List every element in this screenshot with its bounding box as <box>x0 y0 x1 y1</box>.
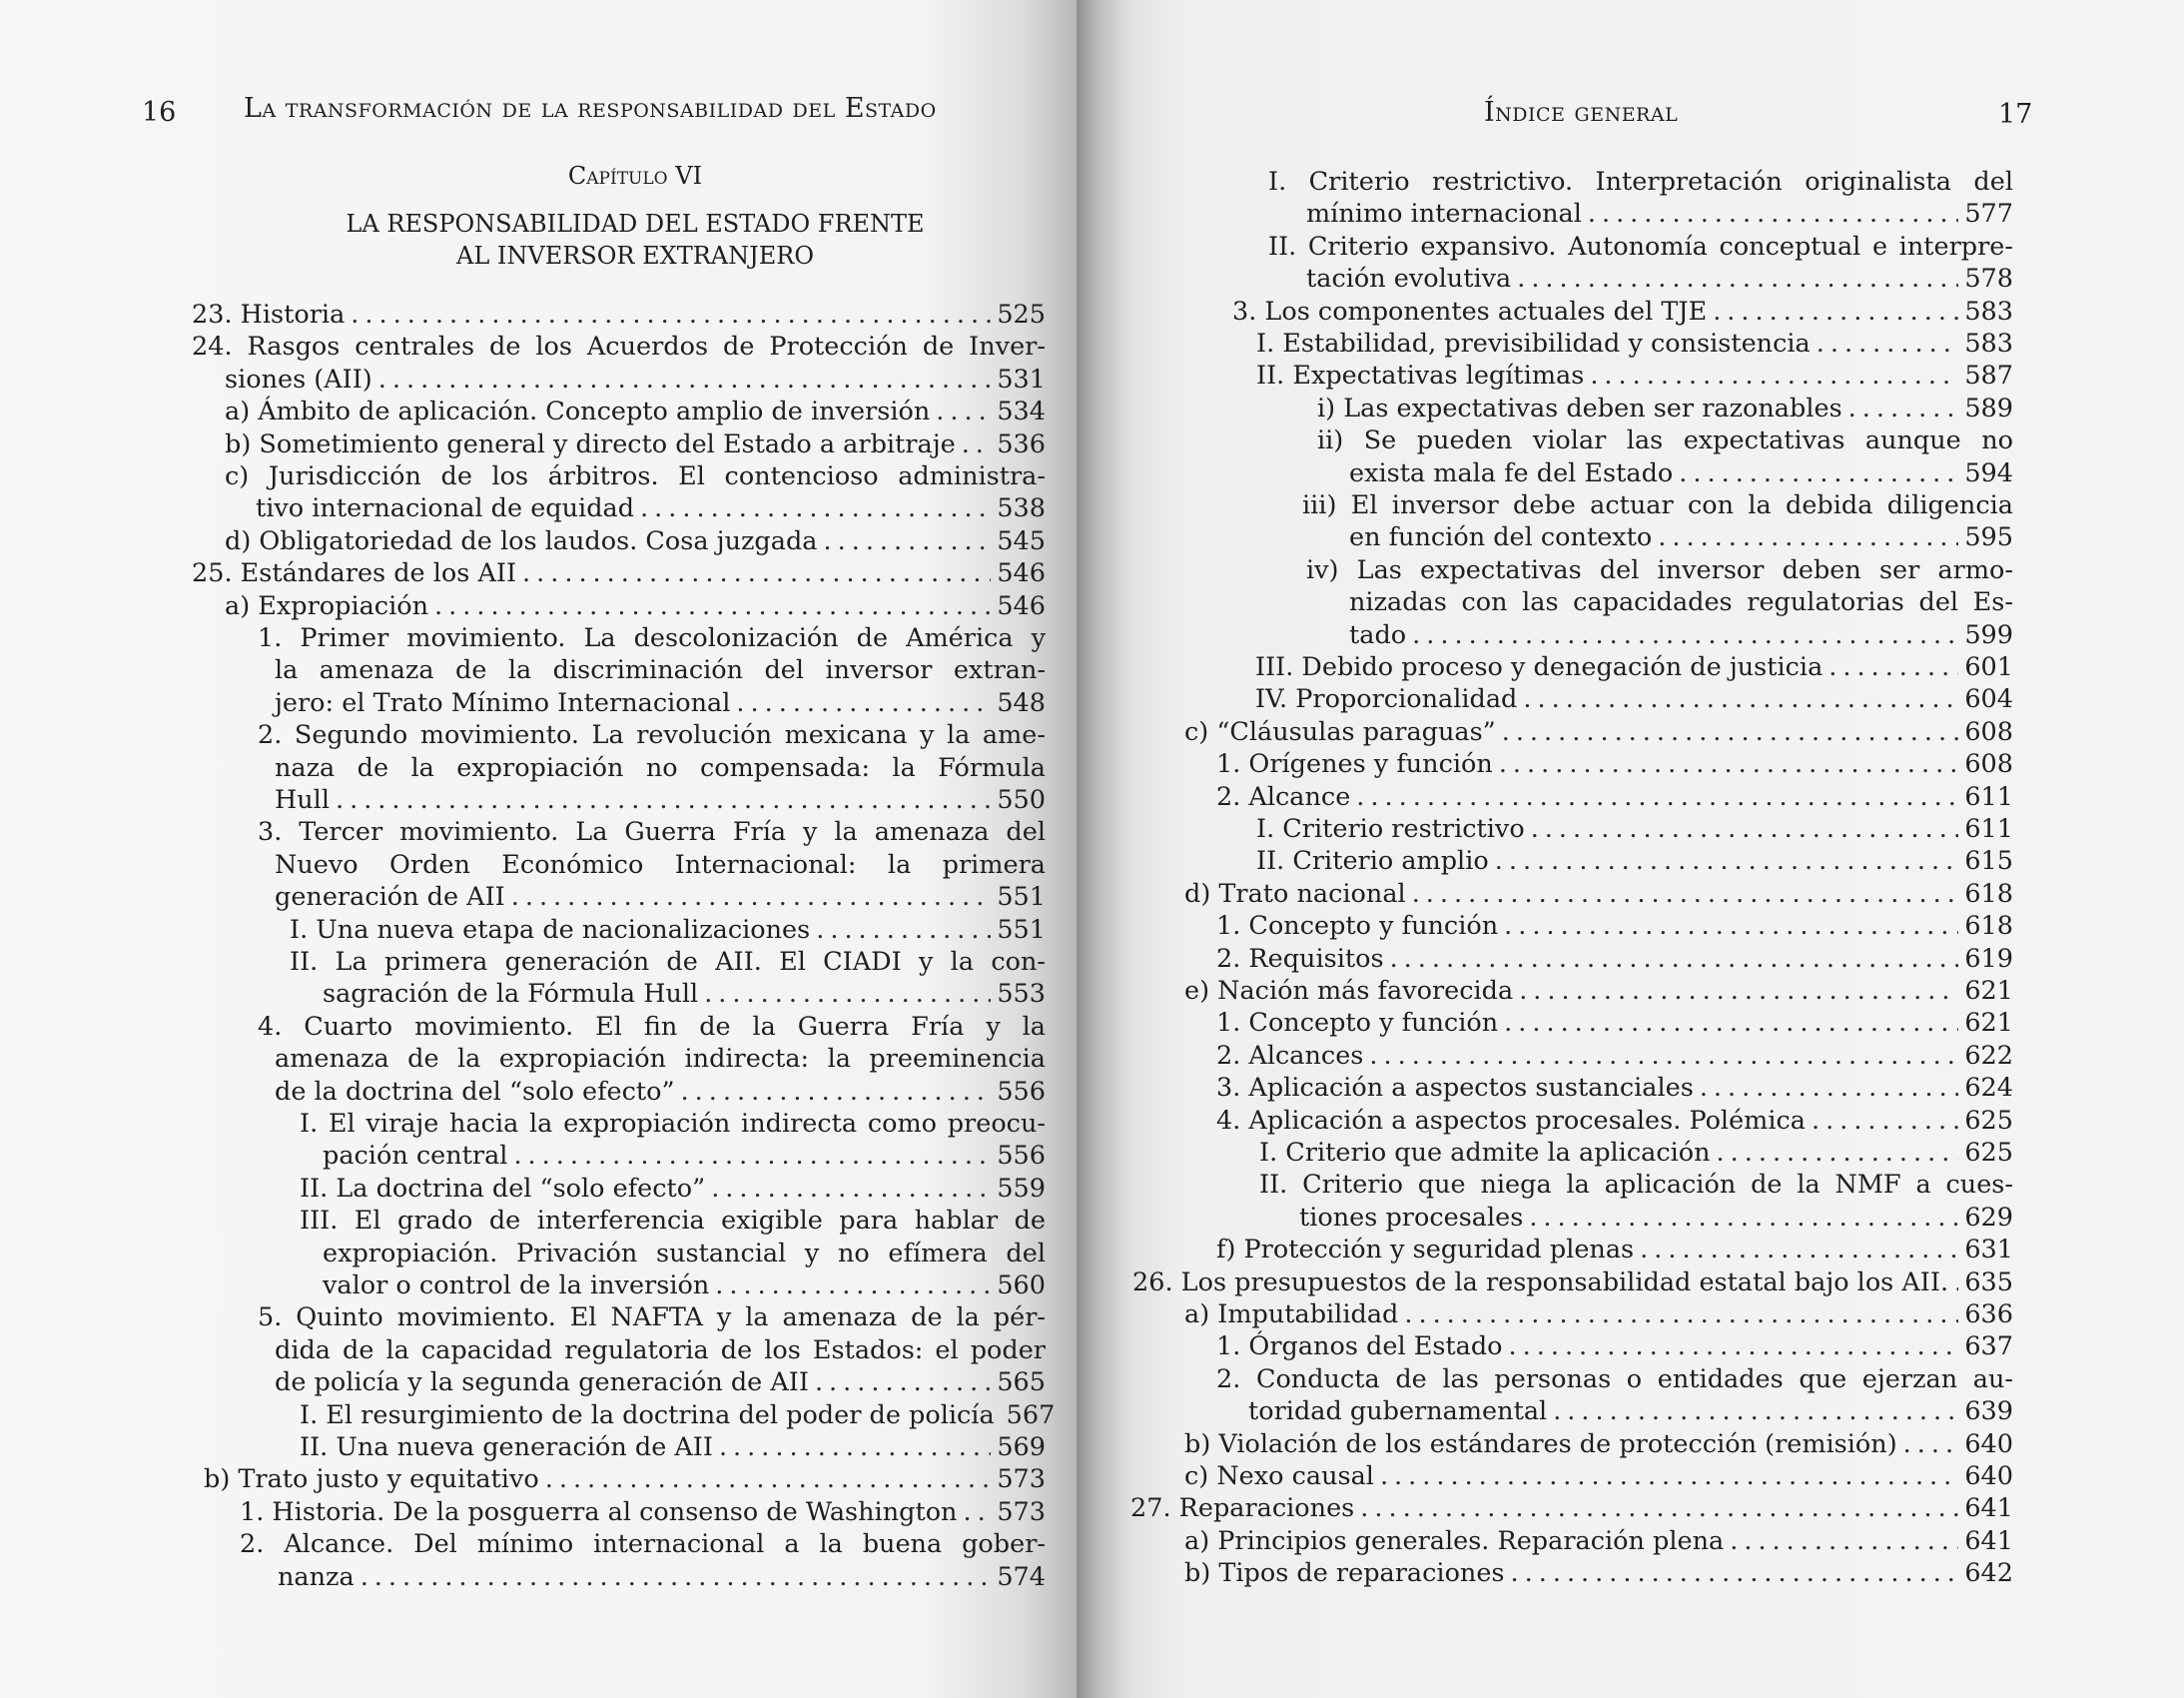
toc-entry <box>300 1173 1046 1206</box>
toc-entry-title: a) Expropiación <box>225 590 429 621</box>
toc-entry <box>323 978 1046 1011</box>
toc-entry-line: 2. Alcance. Del mínimo internacional a la buena gober- <box>240 1529 1046 1560</box>
toc-entry-title: tado <box>1349 619 1407 650</box>
toc-page-number: 536 <box>997 428 1046 459</box>
toc-entry-title: II. Criterio amplio <box>1256 846 1489 877</box>
toc-entry-title: 4. Aplicación a aspectos procesales. Polémica <box>1216 1105 1806 1136</box>
toc-page-number: 619 <box>1964 943 2013 974</box>
toc-page-number: 608 <box>1964 716 2013 747</box>
toc-entry-title: sagración de la Fórmula Hull <box>323 979 699 1010</box>
dot-leader <box>513 1140 991 1173</box>
toc-entry-line: c) Jurisdicción de los árbitros. El contencioso administra- <box>225 461 1046 491</box>
toc-page-number: 531 <box>997 364 1046 395</box>
toc-entry <box>1184 1298 2013 1331</box>
toc-entry <box>1349 457 2013 490</box>
toc-page-number: 608 <box>1964 749 2013 780</box>
toc-entry-title: toridad gubernamental <box>1248 1396 1548 1427</box>
toc-entry <box>1216 748 2013 781</box>
toc-entry <box>1317 393 2013 425</box>
dot-leader <box>681 1076 992 1109</box>
toc-page-number: 640 <box>1964 1461 2013 1491</box>
toc-page-number: 559 <box>997 1173 1046 1204</box>
toc-entry <box>1184 1557 2013 1590</box>
toc-entry-line: III. El grado de interferencia exigible para hablar de <box>300 1206 1046 1237</box>
toc-entry <box>1184 1525 2013 1558</box>
toc-entry-line: iii) El inversor debe actuar con la debida diligencia <box>1302 490 2013 520</box>
toc-page-number: 601 <box>1964 652 2013 682</box>
toc-page-number: 624 <box>1964 1073 2013 1104</box>
left-page <box>0 0 1077 1698</box>
toc-page-number: 589 <box>1964 393 2013 424</box>
toc-entry-title: tación evolutiva <box>1306 264 1512 295</box>
toc-entry <box>1255 651 2013 684</box>
toc-entry <box>1216 943 2013 976</box>
dot-leader <box>1360 1492 1958 1525</box>
toc-entry <box>275 881 1046 914</box>
toc-page-number: 621 <box>1964 1008 2013 1039</box>
dot-leader <box>1529 1202 1958 1235</box>
toc-entry-title: 26. Los presupuestos de la responsabilidad estatal bajo los AII. <box>1132 1267 1949 1297</box>
toc-entry <box>1216 1234 2013 1267</box>
dot-leader <box>816 914 991 947</box>
toc-entry-title: 25. Estándares de los AII <box>192 558 517 589</box>
toc-page-number: 637 <box>1964 1331 2013 1362</box>
dot-leader <box>962 428 992 461</box>
dot-leader <box>824 525 992 558</box>
dot-leader <box>1588 198 1958 231</box>
dot-leader <box>1717 1137 1959 1170</box>
toc-page-number: 622 <box>1964 1040 2013 1071</box>
toc-entry-line: nizadas con las capacidades regulatorias del Es- <box>1349 587 2013 618</box>
dot-leader <box>1504 910 1958 943</box>
toc-page-number: 573 <box>997 1464 1046 1495</box>
toc-entry-title: d) Obligatoriedad de los laudos. Cosa juzgada <box>225 525 818 556</box>
toc-entry-line: 2. Conducta de las personas o entidades que ejerzan au- <box>1216 1363 2013 1394</box>
toc-page-number: 553 <box>997 979 1046 1010</box>
toc-page-number: 631 <box>1964 1235 2013 1266</box>
dot-leader <box>1713 296 1958 329</box>
toc-entry-title: pación central <box>323 1141 508 1172</box>
toc-entry-title: a) Imputabilidad <box>1184 1299 1399 1329</box>
toc-entry-title: tiones procesales <box>1299 1202 1524 1233</box>
toc-entry-line: II. Criterio expansivo. Autonomía conceptual e interpre- <box>1268 231 2013 262</box>
toc-page-number: 565 <box>997 1367 1046 1398</box>
toc-entry <box>1216 1105 2013 1138</box>
toc-entry-title: 2. Requisitos <box>1216 943 1384 974</box>
toc-entry-title: c) Nexo causal <box>1184 1461 1374 1491</box>
toc-entry-line: 24. Rasgos centrales de los Acuerdos de Protección de Inver- <box>192 332 1046 363</box>
dot-leader <box>640 492 991 525</box>
toc-entry-title: c) “Cláusulas paraguas” <box>1184 716 1496 747</box>
dot-leader <box>1412 619 1958 652</box>
dot-leader <box>1590 360 1958 393</box>
toc-entry-line: amenaza de la expropiación indirecta: la preeminencia <box>275 1044 1046 1075</box>
toc-entry-title: b) Violación de los estándares de protección (remisión) <box>1184 1428 1897 1459</box>
toc-entry <box>323 1140 1046 1173</box>
toc-page-number: 583 <box>1964 296 2013 327</box>
toc-entry-title: IV. Proporcionalidad <box>1255 684 1518 715</box>
toc-entry-title: 2. Alcances <box>1216 1040 1364 1071</box>
dot-leader <box>704 978 991 1011</box>
dot-leader <box>1730 1525 1958 1558</box>
toc-page-number: 629 <box>1964 1202 2013 1233</box>
toc-entry <box>1256 360 2013 393</box>
toc-entry-line: naza de la expropiación no compensada: la Fórmula <box>275 752 1046 783</box>
toc-page-number: 560 <box>997 1271 1046 1300</box>
toc-entry-title: II. Una nueva generación de AII <box>300 1432 713 1462</box>
dot-leader <box>434 590 991 623</box>
dot-leader <box>1404 1298 1958 1331</box>
toc-entry <box>1184 975 2013 1008</box>
toc-entry-line: 5. Quinto movimiento. El NAFTA y la amenaza de la pér- <box>258 1302 1046 1333</box>
dot-leader <box>1848 393 1959 425</box>
dot-leader <box>522 557 991 590</box>
toc-entry-line: la amenaza de la discriminación del inversor extran- <box>275 655 1046 686</box>
toc-entry <box>1216 1007 2013 1040</box>
dot-leader <box>1390 943 1959 976</box>
toc-entry-title: siones (AII) <box>225 364 372 395</box>
dot-leader <box>1903 1428 1959 1461</box>
toc-entry <box>1255 683 2013 716</box>
toc-entry-line: 2. Segundo movimiento. La revolución mexicana y la ame- <box>258 720 1046 751</box>
toc-entry <box>1232 296 2013 329</box>
toc-entry-title: generación de AII <box>275 882 505 913</box>
toc-page-number: 621 <box>1964 976 2013 1006</box>
toc-entry <box>204 1463 1046 1496</box>
toc-entry-title: de policía y la segunda generación de AII <box>275 1367 809 1398</box>
toc-page-number: 545 <box>997 525 1046 556</box>
running-head: Índice general <box>1484 97 1679 128</box>
dot-leader <box>1495 845 1959 878</box>
toc-entry-line: I. Criterio restrictivo. Interpretación originalista del <box>1268 167 2013 197</box>
chapter-title-line1: LA RESPONSABILIDAD DEL ESTADO FRENTE <box>346 210 925 238</box>
toc-entry-title: 3. Aplicación a aspectos sustanciales <box>1216 1073 1694 1104</box>
toc-entry <box>300 1399 1056 1432</box>
toc-entry-title: en función del contexto <box>1349 522 1653 553</box>
toc-entry <box>1306 198 2013 231</box>
toc-entry-line: expropiación. Privación sustancial y no efímera del <box>323 1238 1046 1269</box>
toc-entry-line: II. La primera generación de AII. El CIADI y la con- <box>290 947 1046 977</box>
toc-entry-title: nanza <box>278 1561 355 1592</box>
toc-page-number: 573 <box>997 1496 1046 1527</box>
dot-leader <box>545 1463 992 1496</box>
toc-entry <box>1256 813 2013 846</box>
toc-entry-title: I. Criterio que admite la aplicación <box>1259 1138 1711 1168</box>
toc-entry-title: I. Una nueva etapa de nacionalizaciones <box>290 914 811 945</box>
dot-leader <box>1504 1007 1958 1040</box>
toc-entry-title: tivo internacional de equidad <box>256 493 635 524</box>
dot-leader <box>1369 1040 1958 1073</box>
toc-entry-title: 1. Historia. De la posguerra al consenso de Washington <box>240 1496 958 1527</box>
toc-entry-title: b) Trato justo y equitativo <box>204 1464 539 1495</box>
toc-entry <box>1184 878 2013 911</box>
toc-page-number: 534 <box>997 397 1046 427</box>
toc-page-number: 618 <box>1964 911 2013 942</box>
dot-leader <box>1380 1460 1958 1493</box>
toc-page-number: 618 <box>1964 878 2013 909</box>
toc-entry <box>1349 521 2013 554</box>
page-number: 16 <box>142 97 177 128</box>
dot-leader <box>1817 328 1959 361</box>
toc-entry <box>225 428 1046 461</box>
toc-page-number: 577 <box>1964 199 2013 230</box>
toc-entry-title: b) Tipos de reparaciones <box>1184 1558 1505 1589</box>
toc-entry-title: i) Las expectativas deben ser razonables <box>1317 393 1842 424</box>
toc-entry-line: 3. Tercer movimiento. La Guerra Fría y la amenaza del <box>258 817 1046 848</box>
dot-leader <box>1553 1395 1958 1428</box>
toc-entry <box>275 784 1046 817</box>
toc-entry-title: Hull <box>275 785 330 815</box>
toc-page-number: 550 <box>997 785 1046 815</box>
dot-leader <box>1356 781 1958 814</box>
dot-leader <box>1954 1267 1958 1299</box>
toc-page-number: 625 <box>1964 1105 2013 1136</box>
toc-page-number: 548 <box>997 687 1046 718</box>
toc-page-number: 546 <box>997 558 1046 589</box>
toc-entry-title: b) Sometimiento general y directo del Estado a arbitraje <box>225 428 956 459</box>
toc-entry-title: 3. Los componentes actuales del TJE <box>1232 296 1708 327</box>
dot-leader <box>378 364 992 397</box>
toc-entry-title: 1. Concepto y función <box>1216 911 1499 942</box>
toc-entry <box>1216 781 2013 814</box>
toc-page-number: 574 <box>997 1561 1046 1592</box>
toc-entry-title: e) Nación más favorecida <box>1184 976 1514 1006</box>
dot-leader <box>336 784 991 817</box>
toc-entry-line: Nuevo Orden Económico Internacional: la primera <box>275 849 1046 880</box>
toc-page-number: 546 <box>997 590 1046 621</box>
toc-page-number: 611 <box>1964 814 2013 844</box>
toc-entry-title: valor o control de la inversión <box>323 1271 710 1300</box>
dot-leader <box>1511 1557 1959 1590</box>
toc-entry <box>225 364 1046 397</box>
toc-entry-title: II. La doctrina del “solo efecto” <box>300 1173 706 1204</box>
dot-leader <box>963 1496 991 1529</box>
toc-page-number: 642 <box>1964 1558 2013 1589</box>
toc-page-number: 551 <box>997 882 1046 913</box>
toc-entry-line: iv) Las expectativas del inversor deben ser armo- <box>1306 554 2013 585</box>
toc-page-number: 641 <box>1964 1493 2013 1524</box>
toc-entry <box>1299 1202 2013 1235</box>
toc-entry-title: 23. Historia <box>192 300 346 330</box>
dot-leader <box>736 687 991 720</box>
dot-leader <box>1502 716 1959 749</box>
toc-entry <box>1248 1395 2013 1428</box>
toc-entry-line: dida de la capacidad regulatoria de los Estados: el poder <box>275 1334 1046 1365</box>
toc-entry <box>323 1270 1046 1302</box>
toc-entry <box>1349 619 2013 652</box>
right-page <box>1077 0 2184 1698</box>
toc-entry <box>1184 1428 2013 1461</box>
toc-entry <box>300 1431 1046 1464</box>
toc-entry-title: I. El resurgimiento de la doctrina del poder de policía <box>300 1399 995 1430</box>
dot-leader <box>1679 457 1958 490</box>
toc-entry-title: a) Principios generales. Reparación plena <box>1184 1525 1725 1556</box>
toc-entry-title: 27. Reparaciones <box>1130 1493 1355 1524</box>
dot-leader <box>1523 683 1958 716</box>
toc-page-number: 567 <box>1006 1399 1056 1430</box>
toc-page-number: 556 <box>997 1141 1046 1172</box>
dot-leader <box>1499 748 1959 781</box>
toc-entry-title: f) Protección y seguridad plenas <box>1216 1235 1635 1266</box>
toc-page-number: 538 <box>997 493 1046 524</box>
dot-leader <box>1700 1072 1959 1105</box>
toc-entry-title: d) Trato nacional <box>1184 878 1406 909</box>
toc-entry-title: exista mala fe del Estado <box>1349 457 1674 488</box>
toc-entry <box>240 1496 1046 1529</box>
toc-page-number: 625 <box>1964 1138 2013 1168</box>
toc-entry <box>1184 716 2013 749</box>
page-number: 17 <box>1998 99 2033 130</box>
dot-leader <box>1531 813 1959 846</box>
toc-page-number: 611 <box>1964 781 2013 812</box>
dot-leader <box>1828 651 1958 684</box>
toc-entry <box>275 1076 1046 1109</box>
toc-page-number: 594 <box>1964 457 2013 488</box>
toc-entry <box>225 590 1046 623</box>
toc-page-number: 641 <box>1964 1525 2013 1556</box>
toc-entry-title: jero: el Trato Mínimo Internacional <box>275 687 731 718</box>
toc-page-number: 639 <box>1964 1396 2013 1427</box>
dot-leader <box>511 881 992 914</box>
dot-leader <box>1519 975 1958 1008</box>
toc-entry-title: I. Criterio restrictivo <box>1256 814 1525 844</box>
toc-entry <box>1216 1040 2013 1073</box>
toc-entry-title: a) Ámbito de aplicación. Concepto amplio de inversión <box>225 397 931 427</box>
toc-entry <box>1216 1330 2013 1363</box>
toc-entry <box>225 525 1046 558</box>
dot-leader <box>715 1270 991 1302</box>
toc-entry <box>225 396 1046 428</box>
toc-entry-title: 1. Orígenes y función <box>1216 749 1493 780</box>
dot-leader <box>1812 1105 1958 1138</box>
dot-leader <box>936 396 991 428</box>
toc-entry <box>275 1366 1046 1399</box>
toc-entry <box>1184 1460 2013 1493</box>
toc-page-number: 569 <box>997 1432 1046 1462</box>
toc-entry <box>290 914 1046 947</box>
dot-leader <box>1517 263 1958 296</box>
toc-page-number: 615 <box>1964 846 2013 877</box>
toc-entry <box>1130 1492 2013 1525</box>
toc-entry-title: 2. Alcance <box>1216 781 1351 812</box>
toc-entry <box>1259 1137 2013 1170</box>
toc-page-number: 599 <box>1964 619 2013 650</box>
toc-entry-title: 1. Concepto y función <box>1216 1008 1499 1039</box>
toc-entry-line: II. Criterio que niega la aplicación de la NMF a cues- <box>1259 1170 2013 1201</box>
dot-leader <box>1658 521 1958 554</box>
toc-entry <box>1306 263 2013 296</box>
toc-entry-title: I. Estabilidad, previsibilidad y consistencia <box>1256 329 1811 359</box>
toc-page-number: 583 <box>1964 329 2013 359</box>
toc-page-number: 556 <box>997 1076 1046 1107</box>
toc-page-number: 551 <box>997 914 1046 945</box>
toc-entry-line: 4. Cuarto movimiento. El fin de la Guerra Fría y la <box>258 1011 1046 1042</box>
dot-leader <box>719 1431 991 1464</box>
toc-page-number: 587 <box>1964 361 2013 392</box>
toc-entry-title: III. Debido proceso y denegación de justicia <box>1255 652 1823 682</box>
toc-entry <box>1216 910 2013 943</box>
chapter-label: Capítulo VI <box>567 162 703 190</box>
toc-entry-line: 1. Primer movimiento. La descolonización de América y <box>258 623 1046 653</box>
dot-leader <box>711 1173 991 1206</box>
toc-page-number: 595 <box>1964 522 2013 553</box>
toc-entry-line: ii) Se pueden violar las expectativas aunque no <box>1317 425 2013 456</box>
toc-entry-title: II. Expectativas legítimas <box>1256 361 1585 392</box>
toc-entry <box>256 492 1046 525</box>
toc-entry <box>278 1561 1046 1594</box>
toc-page-number: 578 <box>1964 264 2013 295</box>
dot-leader <box>1412 878 1959 911</box>
toc-entry <box>275 687 1046 720</box>
dot-leader <box>1509 1330 1959 1363</box>
chapter-title-line2: AL INVERSOR EXTRANJERO <box>455 242 815 270</box>
toc-entry <box>1132 1267 2013 1299</box>
toc-page-number: 635 <box>1964 1267 2013 1297</box>
dot-leader <box>815 1366 991 1399</box>
toc-page-number: 636 <box>1964 1299 2013 1329</box>
toc-entry-title: mínimo internacional <box>1306 199 1582 230</box>
dot-leader <box>361 1561 992 1594</box>
toc-page-number: 525 <box>997 300 1046 330</box>
toc-entry-title: 1. Órganos del Estado <box>1216 1331 1503 1362</box>
toc-entry <box>1256 328 2013 361</box>
toc-entry <box>1256 845 2013 878</box>
toc-page-number: 604 <box>1964 684 2013 715</box>
dot-leader <box>351 299 991 332</box>
toc-entry <box>192 557 1046 590</box>
dot-leader <box>1640 1234 1958 1267</box>
toc-entry <box>192 299 1046 332</box>
toc-entry <box>1216 1072 2013 1105</box>
toc-entry-title: de la doctrina del “solo efecto” <box>275 1076 675 1107</box>
running-head: La transformación de la responsabilidad del Estado <box>244 93 937 124</box>
toc-entry-line: I. El viraje hacia la expropiación indirecta como preocu- <box>300 1109 1046 1139</box>
toc-page-number: 640 <box>1964 1428 2013 1459</box>
